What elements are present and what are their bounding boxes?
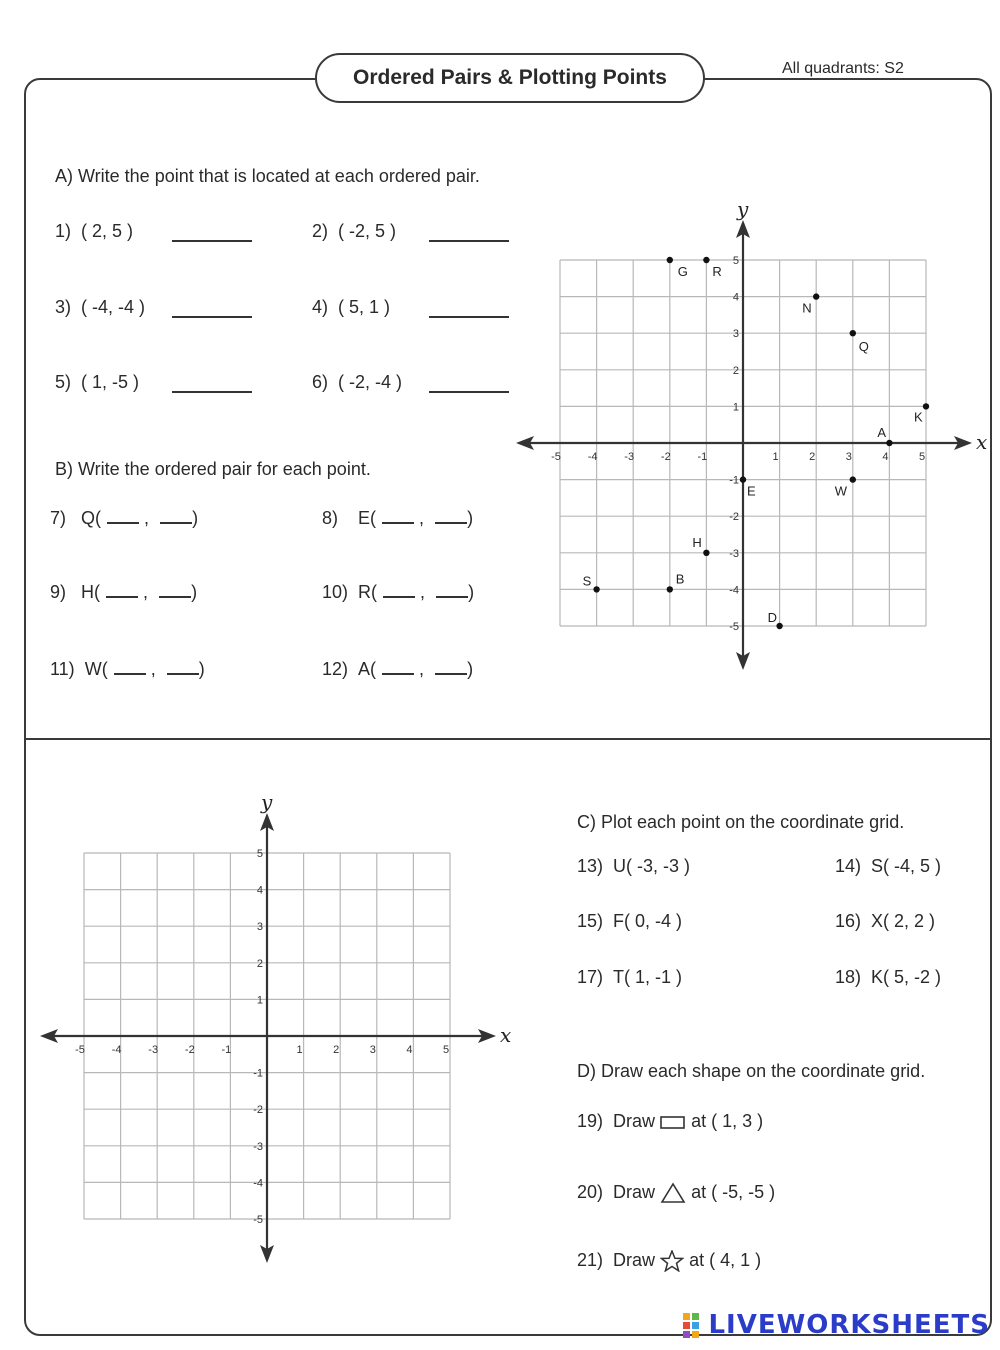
point-label-k: K (914, 409, 923, 425)
y-tick-label: -5 (253, 1214, 263, 1226)
x-tick-label: -4 (111, 1044, 122, 1056)
x-tick-labels (75, 1044, 449, 1056)
y-tick-label: -2 (253, 1104, 263, 1117)
y-tick-label: 3 (732, 328, 739, 341)
x-tick-label: 2 (809, 451, 816, 463)
point-label-d: D (767, 610, 777, 625)
liveworksheets-logo[interactable] (682, 1310, 990, 1340)
x-tick-label: 1 (296, 1044, 303, 1056)
y-tick-label: -2 (729, 511, 739, 524)
y-tick-label: 4 (256, 884, 263, 897)
y-tick-label: 2 (256, 957, 263, 970)
x-tick-label: 2 (333, 1044, 340, 1056)
question-2: 2) ( -2, 5 ) (312, 221, 397, 241)
y-axis-label: y (261, 790, 273, 814)
question-17: 17) T( 1, -1 ) (577, 967, 683, 987)
x-tick-label: -2 (184, 1044, 195, 1056)
y-tick-label: 5 (256, 848, 263, 860)
star-icon (660, 1250, 684, 1272)
point-label-w: W (834, 483, 848, 499)
y-tick-label: -4 (253, 1177, 263, 1190)
point-label-s: S (582, 573, 592, 589)
x-tick-label: -1 (697, 451, 708, 463)
x-tick-label: 5 (918, 451, 926, 463)
page-title: Ordered Pairs & Plotting Points (315, 53, 705, 103)
question-7: 7) Q( , ) (50, 508, 199, 528)
question-11: 11) W( , ) (50, 659, 205, 679)
point-label-q: Q (858, 339, 869, 355)
y-tick-label: 4 (732, 291, 739, 304)
x-tick-label: 3 (369, 1044, 376, 1056)
point-label-b: B (675, 571, 685, 587)
question-12: 12) A( , ) (322, 659, 474, 679)
y-tick-label: -1 (729, 474, 739, 487)
y-tick-label: 1 (732, 401, 739, 414)
point-label-h: H (692, 534, 702, 550)
y-tick-label: -4 (729, 584, 739, 597)
y-axis-label: y (737, 197, 749, 221)
question-18: 18) K( 5, -2 ) (835, 967, 942, 987)
x-tick-label: -4 (587, 451, 598, 463)
question-19: 19) Draw at ( 1, 3 ) (577, 1111, 764, 1131)
x-tick-label: -3 (624, 451, 635, 463)
rectangle-icon (660, 1114, 686, 1130)
x-tick-label: 1 (772, 451, 779, 463)
y-tick-label: 5 (732, 255, 739, 267)
point-label-n: N (802, 300, 812, 316)
question-10: 10) R( , ) (322, 582, 475, 602)
point-label-r: R (712, 264, 722, 279)
question-6: 6) ( -2, -4 ) (312, 372, 403, 392)
y-tick-label: 2 (732, 364, 739, 377)
y-axis (260, 813, 274, 1263)
x-tick-label: -5 (551, 451, 561, 463)
x-tick-label: -2 (660, 451, 671, 463)
x-tick-label: 5 (442, 1044, 450, 1056)
y-tick-label: -3 (729, 547, 739, 560)
question-1: 1) ( 2, 5 ) (55, 221, 134, 241)
y-tick-label: -5 (729, 621, 739, 633)
y-tick-label: -1 (253, 1067, 263, 1080)
x-tick-label: -1 (221, 1044, 232, 1056)
question-8: 8) E( , ) (322, 508, 474, 528)
point-label-a: A (877, 425, 887, 440)
triangle-icon (660, 1182, 686, 1204)
section-c-heading: C) Plot each point on the coordinate grid. (577, 812, 905, 832)
question-16: 16) X( 2, 2 ) (835, 911, 936, 931)
x-tick-label: 4 (406, 1044, 413, 1056)
point-label-g: G (677, 264, 688, 279)
question-4: 4) ( 5, 1 ) (312, 297, 391, 317)
question-9: 9) H( , ) (50, 582, 198, 602)
section-a-heading: A) Write the point that is located at each ordered pair. (55, 166, 480, 186)
y-tick-label: 1 (256, 994, 263, 1007)
question-13: 13) U( -3, -3 ) (577, 856, 691, 876)
x-tick-label: -3 (148, 1044, 159, 1056)
logo-blocks-icon (682, 1311, 708, 1339)
point-label-e: E (747, 483, 756, 499)
y-tick-label: -3 (253, 1140, 263, 1153)
question-15: 15) F( 0, -4 ) (577, 911, 683, 931)
question-5: 5) ( 1, -5 ) (55, 372, 140, 392)
question-21: 21) Draw at ( 4, 1 ) (577, 1250, 761, 1272)
logo-text: LIVEWORKSHEETS (708, 1310, 990, 1340)
y-tick-label: 3 (256, 921, 263, 934)
question-14: 14) S( -4, 5 ) (835, 856, 942, 876)
x-axis-label: x (500, 1023, 512, 1047)
section-b-heading: B) Write the ordered pair for each point. (55, 459, 371, 479)
x-axis-label: x (976, 430, 988, 454)
x-tick-label: 4 (882, 451, 889, 463)
question-3: 3) ( -4, -4 ) (55, 297, 146, 317)
question-20: 20) Draw at ( -5, -5 ) (577, 1182, 775, 1204)
x-tick-label: 3 (845, 451, 852, 463)
section-d-heading: D) Draw each shape on the coordinate grid. (577, 1061, 926, 1081)
page-subtitle: All quadrants: S2 (782, 60, 904, 77)
x-tick-label: -5 (75, 1044, 85, 1056)
